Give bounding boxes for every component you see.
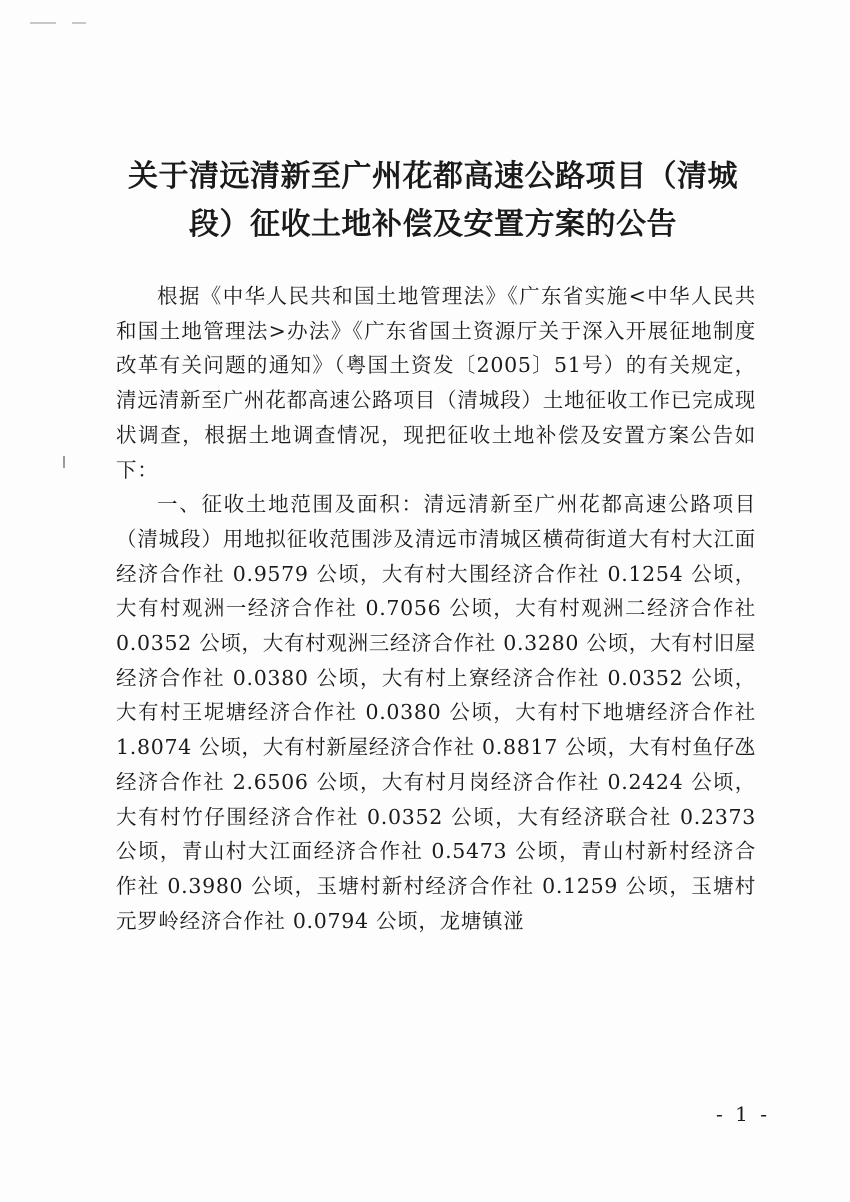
- scan-artifact: [30, 22, 56, 24]
- paragraph-land-scope: 一、征收土地范围及面积：清远清新至广州花都高速公路项目（清城段）用地拟征收范围涉及清远市清城区横荷街道大有村大江面经济合作社 0.9579 公顷，大有村大围经济合作社 0.1254 公顷，大有村观洲一经济合作社 0.7056 公顷，大有村观洲二经济合作社 0.0352 公顷，大有村观洲三经济合作社 0.3280 公顷，大有村旧屋经济合作社 0.0380 公顷，大有村上寮经济合作社 0.0352 公顷，大有村王坭塘经济合作社 0.0380 公顷，大有村下地塘经济合作社 1.8074 公顷，大有村新屋经济合作社 0.8817 公顷，大有村鱼仔氹经济合作社 2.6506 公顷，大有村月岗经济合作社 0.2424 公顷，大有村竹仔围经济合作社 0.0352 公顷，大有经济联合社 0.2373 公顷，青山村大江面经济合作社 0.5473 公顷，青山村新村经济合作社 0.3980 公顷，玉塘村新村经济合作社 0.1259 公顷，玉塘村元罗岭经济合作社 0.0794 公顷，龙塘镇湴: [116, 492, 756, 933]
- document-title: [108, 153, 758, 249]
- page-number: - 1 -: [716, 1102, 770, 1126]
- scan-artifact: [63, 456, 65, 468]
- paragraph-legal-basis: 根据《中华人民共和国土地管理法》《广东省实施<中华人民共和国土地管理法>办法》《广东省国土资源厅关于深入开展征地制度改革有关问题的通知》（粤国土资发〔2005〕51号）的有关规定，清远清新至广州花都高速公路项目（清城段）土地征收工作已完成现状调查，根据土地调查情况，现把征收土地补偿及安置方案公告如下：: [116, 284, 756, 482]
- document-body: [116, 279, 756, 938]
- title-line-1: 关于清远清新至广州花都高速公路项目（清城: [128, 159, 738, 194]
- title-line-2: 段）征收土地补偿及安置方案的公告: [189, 207, 677, 242]
- scan-artifact: [72, 22, 86, 24]
